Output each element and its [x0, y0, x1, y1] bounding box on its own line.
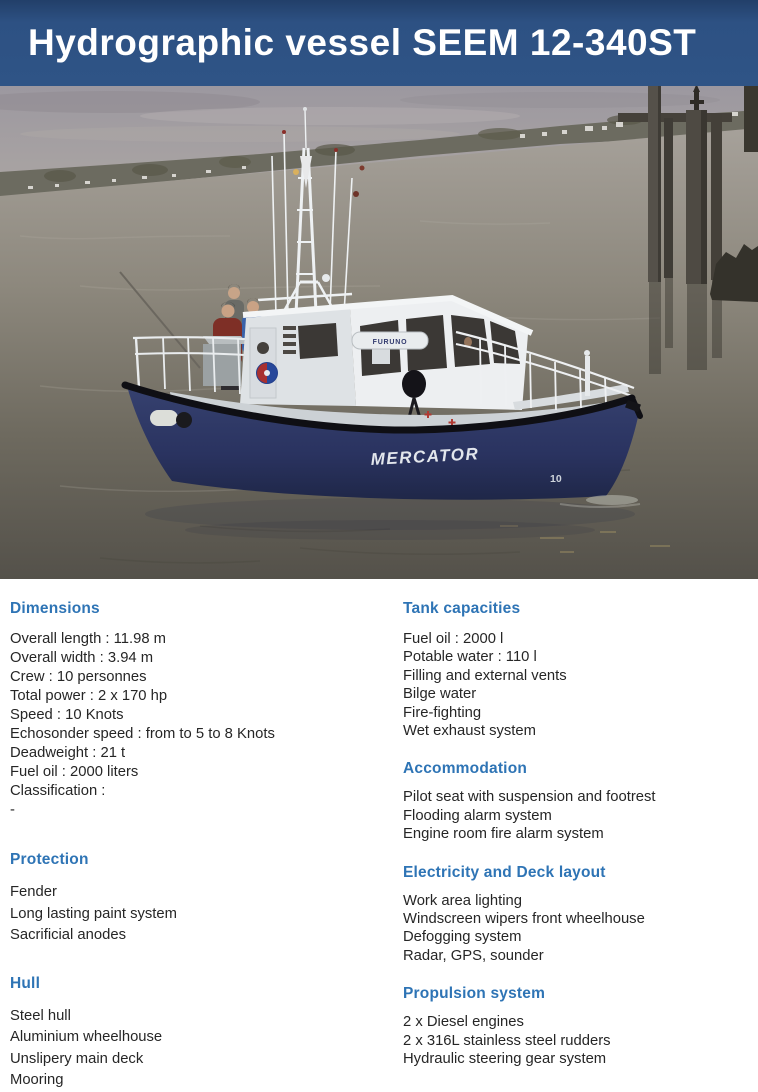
spec-line: Filling and external vents [403, 667, 567, 684]
section-heading-dimensions: Dimensions [10, 600, 100, 617]
stern-fender [150, 410, 178, 426]
radar-brand-label: FURUNO [372, 339, 408, 346]
channel-buoy [353, 191, 359, 197]
spec-line: Sacrificial anodes [10, 927, 126, 943]
spec-line: Overall length : 11.98 m [10, 631, 166, 647]
spec-line: Windscreen wipers front wheelhouse [403, 911, 645, 928]
section-heading-accommodation: Accommodation [403, 760, 528, 778]
spec-section-electricity-deck [403, 864, 750, 966]
spec-line: Overall width : 3.94 m [10, 650, 154, 666]
spec-line: Pilot seat with suspension and footrest [403, 789, 656, 806]
hull-number-label: 10 [550, 473, 562, 485]
bow-foam [586, 495, 638, 505]
spec-section-hull [10, 975, 403, 1092]
spec-section-dimensions [10, 600, 403, 820]
spec-line: Fuel oil : 2000 l [403, 631, 504, 647]
mast-light [293, 169, 299, 175]
spec-line: Defogging system [403, 929, 522, 946]
spec-line: Deadweight : 21 t [10, 745, 126, 761]
spec-column-right [403, 579, 750, 1092]
spec-line: Speed : 10 Knots [10, 707, 124, 723]
spec-section-tank-capacities [403, 600, 750, 740]
spec-column-left [10, 579, 403, 1092]
spec-columns [0, 579, 758, 1092]
section-heading-protection: Protection [10, 851, 89, 868]
spec-line: - [10, 802, 15, 818]
section-heading-hull: Hull [10, 974, 41, 992]
page-title: Hydrographic vessel SEEM 12-340ST [28, 22, 697, 63]
spec-section-protection [10, 851, 403, 947]
spec-line: Echosonder speed : from to 5 to 8 Knots [10, 726, 275, 742]
spec-line: Fuel oil : 2000 liters [10, 764, 139, 780]
spec-line: Steel hull [10, 1007, 71, 1024]
spec-line: 2 x 316L stainless steel rudders [403, 1032, 611, 1049]
spec-line: Hydraulic steering gear system [403, 1051, 607, 1068]
title-banner [0, 0, 758, 86]
spec-line: Flooding alarm system [403, 807, 552, 824]
section-heading-electricity-deck: Electricity and Deck layout [403, 863, 606, 881]
spec-line: Classification : [10, 783, 106, 799]
spec-line: Total power : 2 x 170 hp [10, 688, 168, 704]
vessel-photo-illustration [0, 86, 758, 579]
spec-line: Radar, GPS, sounder [403, 947, 544, 964]
spec-line: Fender [10, 884, 57, 900]
spec-section-accommodation [403, 760, 750, 843]
spec-line: Potable water : 110 l [403, 649, 537, 666]
spec-line: Wet exhaust system [403, 723, 536, 740]
channel-buoy [360, 166, 365, 171]
spec-section-propulsion [403, 985, 750, 1068]
vessel-photo [0, 86, 758, 579]
spec-line: Aluminium wheelhouse [10, 1029, 163, 1045]
company-roundel [257, 363, 277, 383]
spec-line: Work area lighting [403, 892, 522, 909]
spec-line: 2 x Diesel engines [403, 1014, 524, 1031]
section-heading-tank-capacities: Tank capacities [403, 600, 521, 617]
spec-line: Engine room fire alarm system [403, 826, 604, 843]
boat-name-label: MERCATOR [370, 444, 480, 469]
spec-line: Unslipery main deck [10, 1050, 144, 1067]
spec-line: Bilge water [403, 686, 477, 703]
spec-line: Fire-fighting [403, 704, 482, 721]
spec-line: Long lasting paint system [10, 905, 177, 922]
spec-line: Crew : 10 personnes [10, 669, 147, 685]
spec-line: Mooring [10, 1072, 64, 1088]
section-heading-propulsion: Propulsion system [403, 985, 546, 1003]
